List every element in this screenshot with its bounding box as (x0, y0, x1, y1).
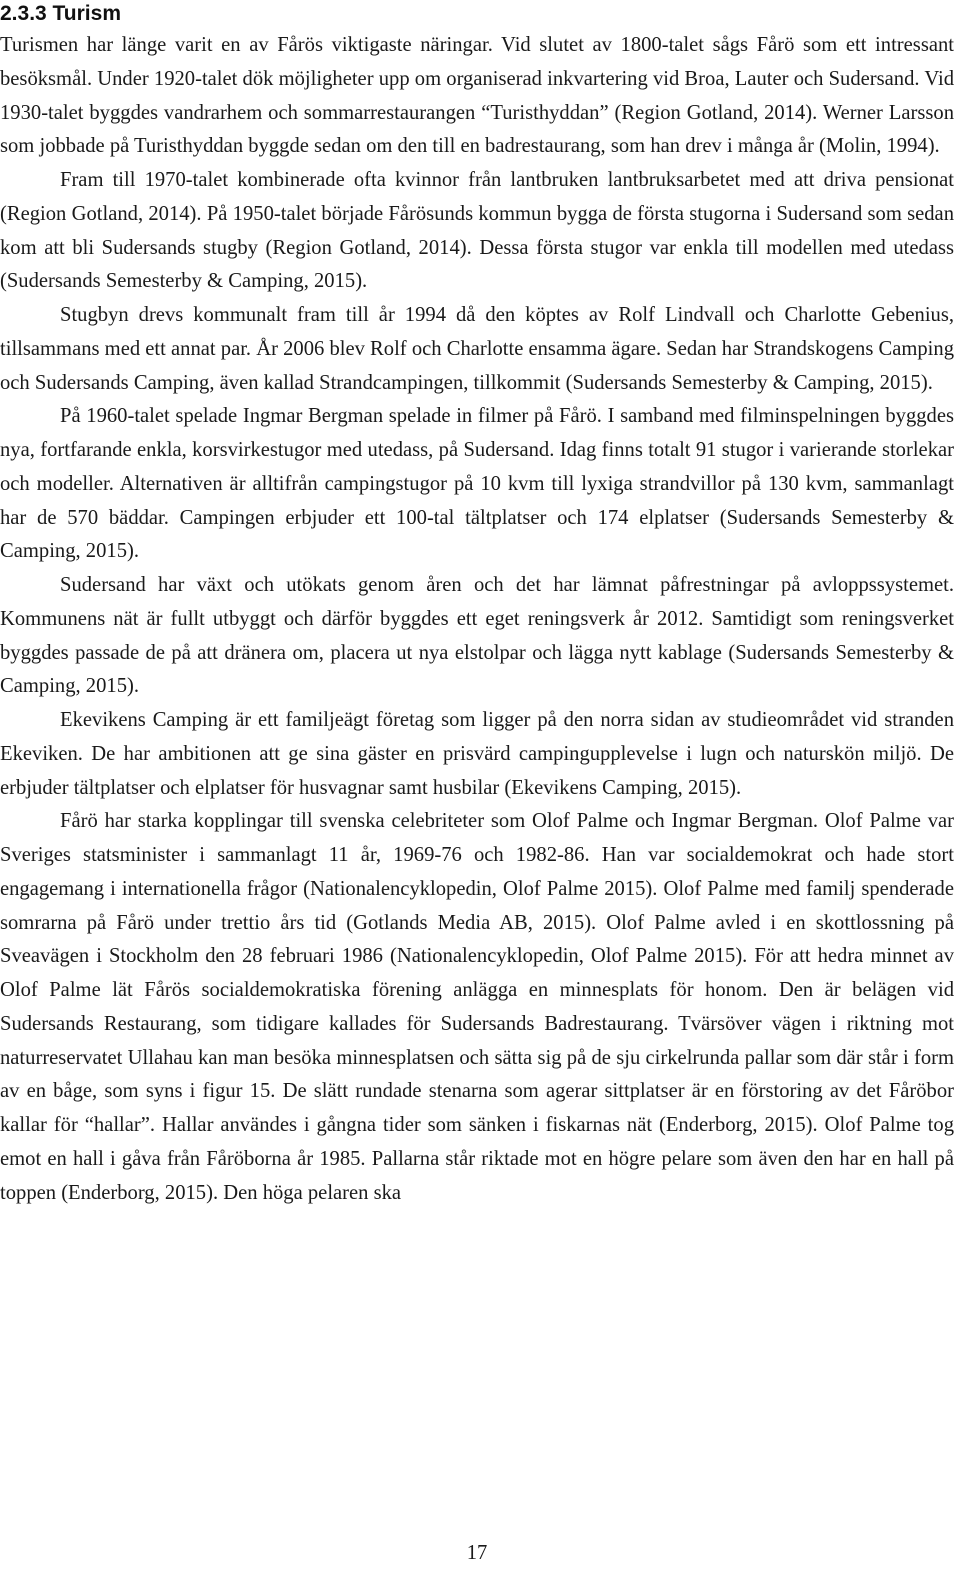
paragraph: Sudersand har växt och utökats genom åren och det har lämnat påfrestningar på avloppssystemet. Kommunens nät är fullt utbyggt och därför byggdes ett eget reningsverk år 2012. Samtidigt som reningsverket byggdes passade de på att dränera om, placera ut nya elstolpar och lägga nytt kablage (Sudersands Semesterby & Camping, 2015). (0, 574, 954, 698)
paragraph: Fårö har starka kopplingar till svenska celebriteter som Olof Palme och Ingmar Bergman. Olof Palme var Sveriges statsminister i sammanlagt 11 år, 1969-76 och 1982-86. Han var socialdemokrat och hade stort engagemang i internationella frågor (Nationalencyklopedin, Olof Palme 2015). Olof Palme med familj spenderade somrarna på Fårö under trettio års tid (Gotlands Media AB, 2015). Olof Palme avled i en skottlossning på Sveavägen i Stockholm den 28 februari 1986 (Nationalencyklopedin, Olof Palme 2015). För att hedra minnet av Olof Palme lät Fårös socialdemokratiska förening anlägga en minnesplats för honom. Den är belägen vid Sudersands Restaurang, som tidigare kallades för Sudersands Badrestaurang. Tvärsöver vägen i riktning mot naturreservatet Ullahau kan man besöka minnesplatsen och sätta sig på de sju cirkelrunda pallar som där står i form av en båge, som syns i figur 15. De slätt rundade stenarna som agerar sittplatser är en förstoring av det Fåröbor kallar för “hallar”. Hallar användes i gångna tider som sänken i fiskarnas nät (Enderborg, 2015). Olof Palme tog emot en hall i gåva från Fåröborna år 1985. Pallarna står riktade mot en högre pelare som även den har en hall på toppen (Enderborg, 2015). Den höga pelaren ska (0, 810, 954, 1204)
paragraph: Stugbyn drevs kommunalt fram till år 1994 då den köptes av Rolf Lindvall och Charlotte Gebenius, tillsammans med ett annat par. År 2006 blev Rolf och Charlotte ensamma ägare. Sedan har Strandskogens Camping och Sudersands Camping, även kallad Strandcampingen, tillkommit (Sudersands Semesterby & Camping, 2015). (0, 304, 954, 394)
page-number: 17 (466, 1542, 488, 1564)
paragraph: Ekevikens Camping är ett familjeägt företag som ligger på den norra sidan av studieområdet vid stranden Ekeviken. De har ambitionen att ge sina gäster en prisvärd campingupplevelse i lugn och naturskön miljö. De erbjuder tältplatser och elplatser för husvagnar samt husbilar (Ekevikens Camping, 2015). (0, 709, 954, 799)
body-text (0, 29, 954, 1210)
paragraph: Fram till 1970-talet kombinerade ofta kvinnor från lantbruken lantbruksarbetet med att driva pensionat (Region Gotland, 2014). På 1950-talet började Fårösunds kommun bygga de första stugorna i Sudersand som sedan kom att bli Sudersands stugby (Region Gotland, 2014). Dessa första stugor var enkla till modellen med utedass (Sudersands Semesterby & Camping, 2015). (0, 169, 954, 293)
section-heading: 2.3.3 Turism (0, 2, 121, 25)
paragraph: Turismen har länge varit en av Fårös viktigaste näringar. Vid slutet av 1800-talet sågs Fårö som ett intressant besöksmål. Under 1920-talet dök möjligheter upp om organiserad inkvartering vid Broa, Lauter och Sudersand. Vid 1930-talet byggdes vandrarhem och sommarrestaurangen “Turisthyddan” (Region Gotland, 2014). Werner Larsson som jobbade på Turisthyddan byggde sedan om den till en badrestaurang, som han drev i många år (Molin, 1994). (0, 34, 954, 158)
paragraph: På 1960-talet spelade Ingmar Bergman spelade in filmer på Fårö. I samband med filminspelningen byggdes nya, fortfarande enkla, korsvirkestugor med utedass, på Sudersand. Idag finns totalt 91 stugor i varierande storlekar och modeller. Alternativen är alltifrån campingstugor på 10 kvm till lyxiga strandvillor på 130 kvm, sammanlagt har de 570 bäddar. Campingen erbjuder ett 100-tal tältplatser och 174 elplatser (Sudersands Semesterby & Camping, 2015). (0, 405, 954, 563)
